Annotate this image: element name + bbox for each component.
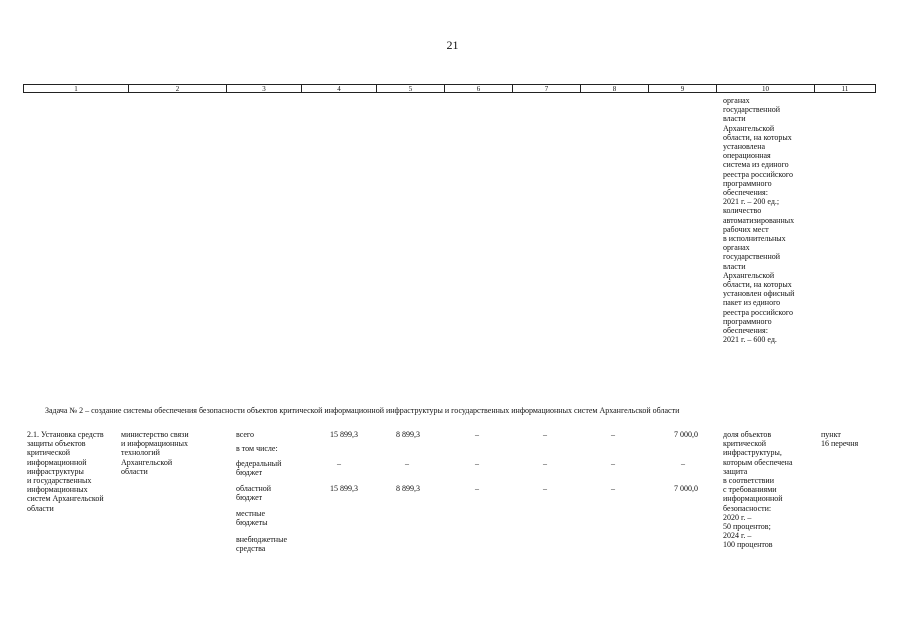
federal-col6: – <box>475 459 479 468</box>
source-extra: внебюджетные средства <box>236 535 287 554</box>
header-col-11: 11 <box>841 85 849 93</box>
table-header <box>23 84 876 93</box>
regional-col8: – <box>611 484 615 493</box>
source-federal: федеральный бюджет <box>236 459 282 478</box>
total-col6: – <box>475 430 479 439</box>
header-col-9: 9 <box>649 85 717 92</box>
header-col-3: 3 <box>227 85 302 92</box>
total-col8: – <box>611 430 615 439</box>
responsible-executor: министерство связи и информационных технологий Архангельской области <box>121 430 189 476</box>
plan-reference: пункт 16 перечня <box>821 430 859 449</box>
federal-col5: – <box>405 459 409 468</box>
federal-col9: – <box>681 459 685 468</box>
regional-col4: 15 899,3 <box>330 484 358 493</box>
indicator-text: доля объектов критической инфраструктуры, которым обеспечена защита в соответствии с требованиями информационной безопасности: 2020 г. – 50 процентов; 2024 г. – 100 процентов <box>723 430 793 550</box>
total-col7: – <box>543 430 547 439</box>
regional-col9: 7 000,0 <box>674 484 698 493</box>
header-col-6: 6 <box>445 85 513 92</box>
total-col4: 15 899,3 <box>330 430 358 439</box>
indicator-continuation: органах государственной власти Архангельской области, на которых установлена операционная система из единого реестра российского программного обеспечения: 2021 г. – 200 ед.; количество автоматизированных рабочих мест в исполнительных органах государственной власти Архангельской области, на которых установлен офисный пакет из единого реестра российского программного обеспечения: 2021 г. – 600 ед. <box>723 96 795 345</box>
header-col-10: 10 <box>717 85 815 92</box>
total-col5: 8 899,3 <box>396 430 420 439</box>
source-regional: областной бюджет <box>236 484 272 503</box>
header-col-8: 8 <box>581 85 649 92</box>
regional-col5: 8 899,3 <box>396 484 420 493</box>
header-col-4: 4 <box>302 85 377 92</box>
regional-col6: – <box>475 484 479 493</box>
source-total: всего <box>236 430 255 439</box>
measure-name: 2.1. Установка средств защиты объектов критической информационной инфраструктуры и государственных информационных систем Архангельской области <box>27 430 104 513</box>
source-incl: в том числе: <box>236 444 278 453</box>
header-col-1: 1 <box>24 85 129 92</box>
header-col-5: 5 <box>377 85 445 92</box>
header-col-7: 7 <box>513 85 581 92</box>
page-number: 21 <box>446 38 459 52</box>
regional-col7: – <box>543 484 547 493</box>
federal-col7: – <box>543 459 547 468</box>
task-heading: Задача № 2 – создание системы обеспечения безопасности объектов критической информационной инфраструктуры и государственных информационных систем Архангельской области <box>45 406 680 415</box>
header-col-2: 2 <box>129 85 227 92</box>
federal-col4: – <box>337 459 341 468</box>
source-local: местные бюджеты <box>236 509 268 528</box>
federal-col8: – <box>611 459 615 468</box>
total-col9: 7 000,0 <box>674 430 698 439</box>
